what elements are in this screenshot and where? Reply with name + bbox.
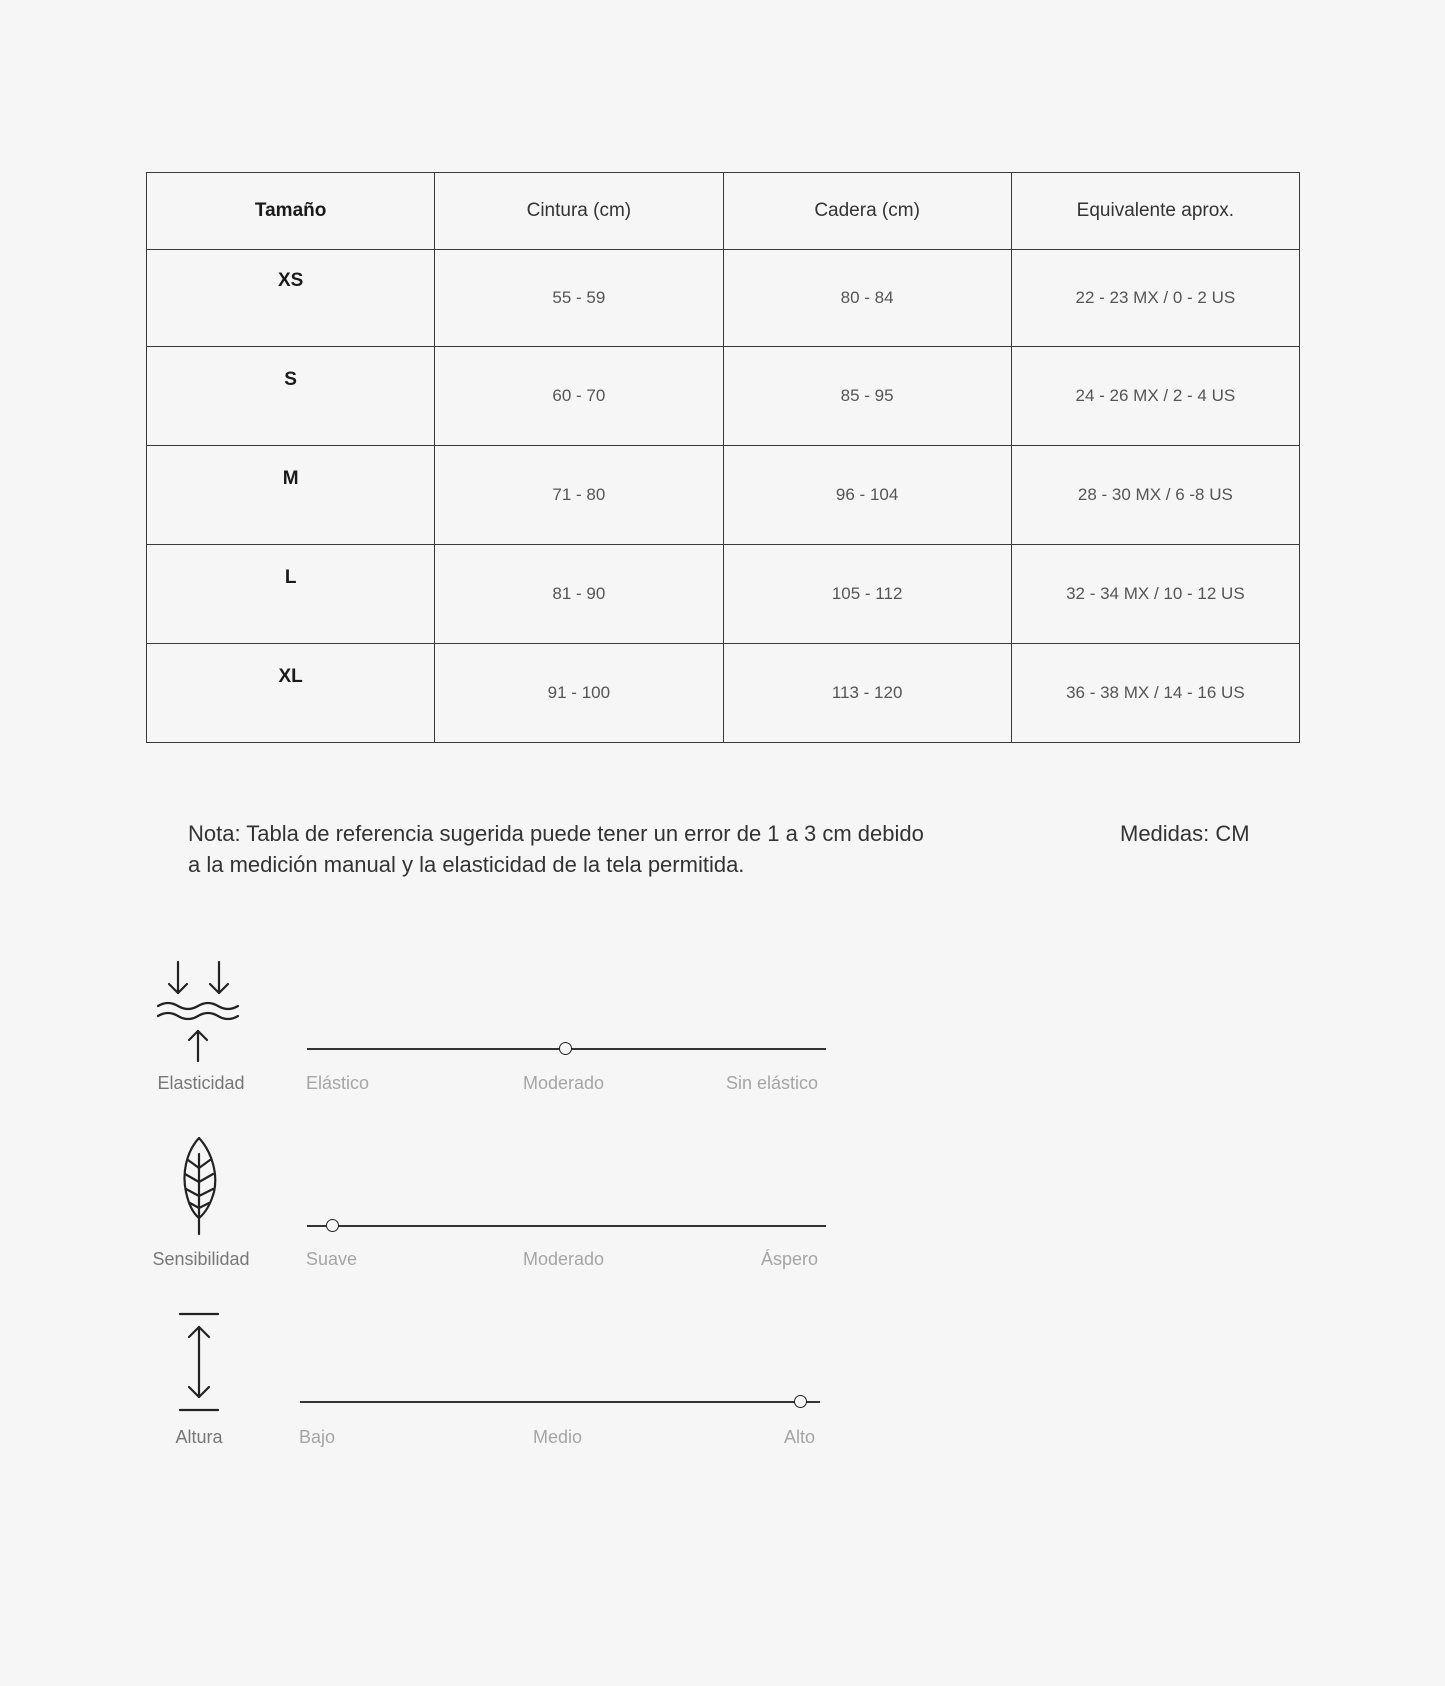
cell-waist: 71 - 80 — [435, 446, 723, 545]
scale-tick-low: Elástico — [306, 1073, 370, 1093]
scale-knob — [559, 1042, 572, 1055]
attribute-label: Altura — [175, 1427, 223, 1447]
cell-hip: 105 - 112 — [723, 545, 1011, 644]
attribute-sensitivity — [0, 1132, 900, 1282]
scale-tick-low: Suave — [306, 1249, 358, 1269]
table-row — [147, 250, 1300, 347]
scale-tick-low: Bajo — [299, 1427, 336, 1447]
cell-equivalent: 28 - 30 MX / 6 -8 US — [1011, 446, 1299, 545]
attribute-label: Elasticidad — [157, 1073, 245, 1093]
attribute-elasticity — [0, 955, 900, 1105]
attribute-label: Sensibilidad — [152, 1249, 250, 1269]
cell-equivalent: 36 - 38 MX / 14 - 16 US — [1011, 644, 1299, 743]
scale-tick-high: Sin elástico — [726, 1073, 819, 1093]
table-row — [147, 347, 1300, 446]
scale-knob — [326, 1219, 339, 1232]
cell-size: L — [147, 545, 435, 644]
scale-tick-high: Áspero — [761, 1249, 819, 1269]
scale-track — [307, 1225, 826, 1227]
height-icon — [178, 1311, 222, 1415]
cell-hip: 96 - 104 — [723, 446, 1011, 545]
cell-equivalent: 22 - 23 MX / 0 - 2 US — [1011, 250, 1299, 347]
cell-equivalent: 32 - 34 MX / 10 - 12 US — [1011, 545, 1299, 644]
cell-size: XL — [147, 644, 435, 743]
cell-waist: 81 - 90 — [435, 545, 723, 644]
table-row — [147, 446, 1300, 545]
cell-hip: 80 - 84 — [723, 250, 1011, 347]
header-size: Tamaño — [147, 173, 435, 250]
scale-tick-mid: Medio — [533, 1427, 583, 1447]
cell-waist: 60 - 70 — [435, 347, 723, 446]
scale-track — [300, 1401, 820, 1403]
cell-equivalent: 24 - 26 MX / 2 - 4 US — [1011, 347, 1299, 446]
cell-size: M — [147, 446, 435, 545]
attribute-height — [0, 1308, 900, 1458]
cell-waist: 91 - 100 — [435, 644, 723, 743]
scale-tick-mid: Moderado — [523, 1249, 605, 1269]
cell-hip: 113 - 120 — [723, 644, 1011, 743]
header-hip: Cadera (cm) — [723, 173, 1011, 250]
units-label: Medidas: CM — [1120, 821, 1250, 846]
table-row — [147, 545, 1300, 644]
cell-size: S — [147, 347, 435, 446]
feather-icon — [178, 1134, 222, 1238]
table-row — [147, 644, 1300, 743]
note-line-1: Nota: Tabla de referencia sugerida puede tener un error de 1 a 3 cm debido — [188, 821, 924, 846]
note-line-2: a la medición manual y la elasticidad de la tela permitida. — [188, 852, 745, 877]
scale-knob — [794, 1395, 807, 1408]
scale-tick-high: Alto — [784, 1427, 816, 1447]
elasticity-icon — [156, 960, 242, 1065]
header-equivalent: Equivalente aprox. — [1011, 173, 1299, 250]
cell-hip: 85 - 95 — [723, 347, 1011, 446]
scale-tick-mid: Moderado — [523, 1073, 605, 1093]
header-waist: Cintura (cm) — [435, 173, 723, 250]
note-text — [188, 818, 948, 880]
size-table — [146, 172, 1300, 743]
cell-waist: 55 - 59 — [435, 250, 723, 347]
table-header-row — [147, 173, 1300, 250]
cell-size: XS — [147, 250, 435, 347]
